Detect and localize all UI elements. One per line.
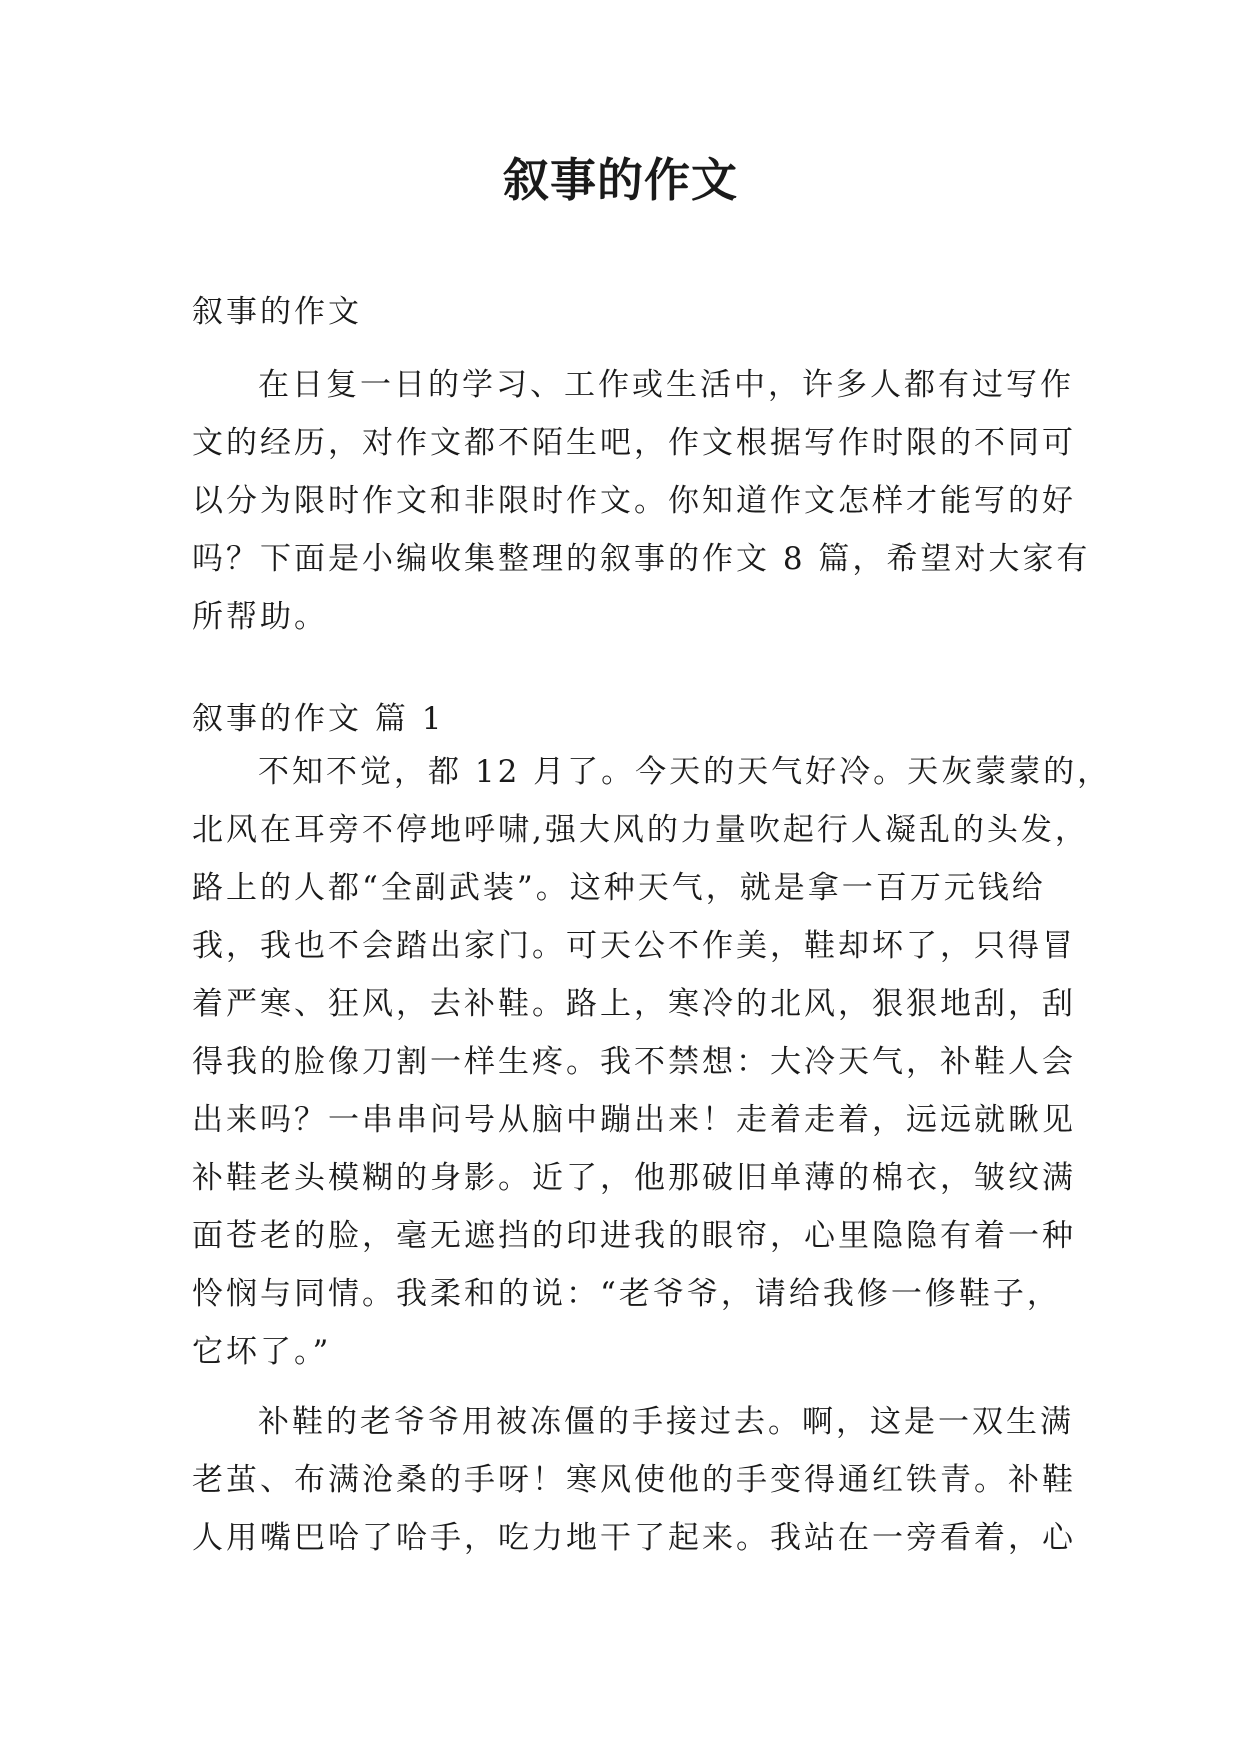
text-line: 路上的人都“全副武装”。这种天气，就是拿一百万元钱给 bbox=[192, 870, 1046, 906]
body-paragraph-2 bbox=[192, 1393, 1076, 1567]
text-line: 不知不觉，都 12 月了。今天的天气好冷。天灰蒙蒙的， bbox=[258, 754, 1112, 790]
text-line: 文的经历，对作文都不陌生吧，作文根据写作时限的不同可 bbox=[192, 425, 1076, 461]
text-line: 出来吗？一串串问号从脑中蹦出来！走着走着，远远就瞅见 bbox=[192, 1102, 1076, 1138]
text-line: 在日复一日的学习、工作或生活中，许多人都有过写作 bbox=[258, 367, 1074, 403]
text-line: 它坏了。” bbox=[192, 1334, 332, 1370]
text-line: 补鞋的老爷爷用被冻僵的手接过去。啊，这是一双生满 bbox=[258, 1404, 1074, 1440]
intro-paragraph bbox=[192, 356, 1091, 646]
text-line: 吗？下面是小编收集整理的叙事的作文 8 篇，希望对大家有 bbox=[192, 541, 1091, 577]
text-line: 老茧、布满沧桑的手呀！寒风使他的手变得通红铁青。补鞋 bbox=[192, 1462, 1076, 1498]
text-line: 着严寒、狂风，去补鞋。路上，寒冷的北风，狠狠地刮，刮 bbox=[192, 986, 1076, 1022]
text-line: 北风在耳旁不停地呼啸,强大风的力量吹起行人凝乱的头发， bbox=[192, 812, 1089, 848]
text-line: 怜悯与同情。我柔和的说：“老爷爷，请给我修一修鞋子， bbox=[192, 1276, 1061, 1312]
text-line: 所帮助。 bbox=[192, 599, 328, 635]
text-line: 得我的脸像刀割一样生疼。我不禁想：大冷天气，补鞋人会 bbox=[192, 1044, 1076, 1080]
section-heading: 叙事的作文 篇 1 bbox=[192, 701, 445, 737]
text-line: 面苍老的脸，毫无遮挡的印进我的眼帘，心里隐隐有着一种 bbox=[192, 1218, 1076, 1254]
text-line: 补鞋老头模糊的身影。近了，他那破旧单薄的棉衣，皱纹满 bbox=[192, 1160, 1076, 1196]
text-line: 我，我也不会踏出家门。可天公不作美，鞋却坏了，只得冒 bbox=[192, 928, 1076, 964]
text-line: 以分为限时作文和非限时作文。你知道作文怎样才能写的好 bbox=[192, 483, 1076, 519]
document-title: 叙事的作文 bbox=[503, 153, 738, 207]
text-line: 人用嘴巴哈了哈手，吃力地干了起来。我站在一旁看着，心 bbox=[192, 1520, 1076, 1556]
document-subtitle: 叙事的作文 bbox=[192, 294, 362, 330]
body-paragraph-1 bbox=[192, 743, 1112, 1381]
